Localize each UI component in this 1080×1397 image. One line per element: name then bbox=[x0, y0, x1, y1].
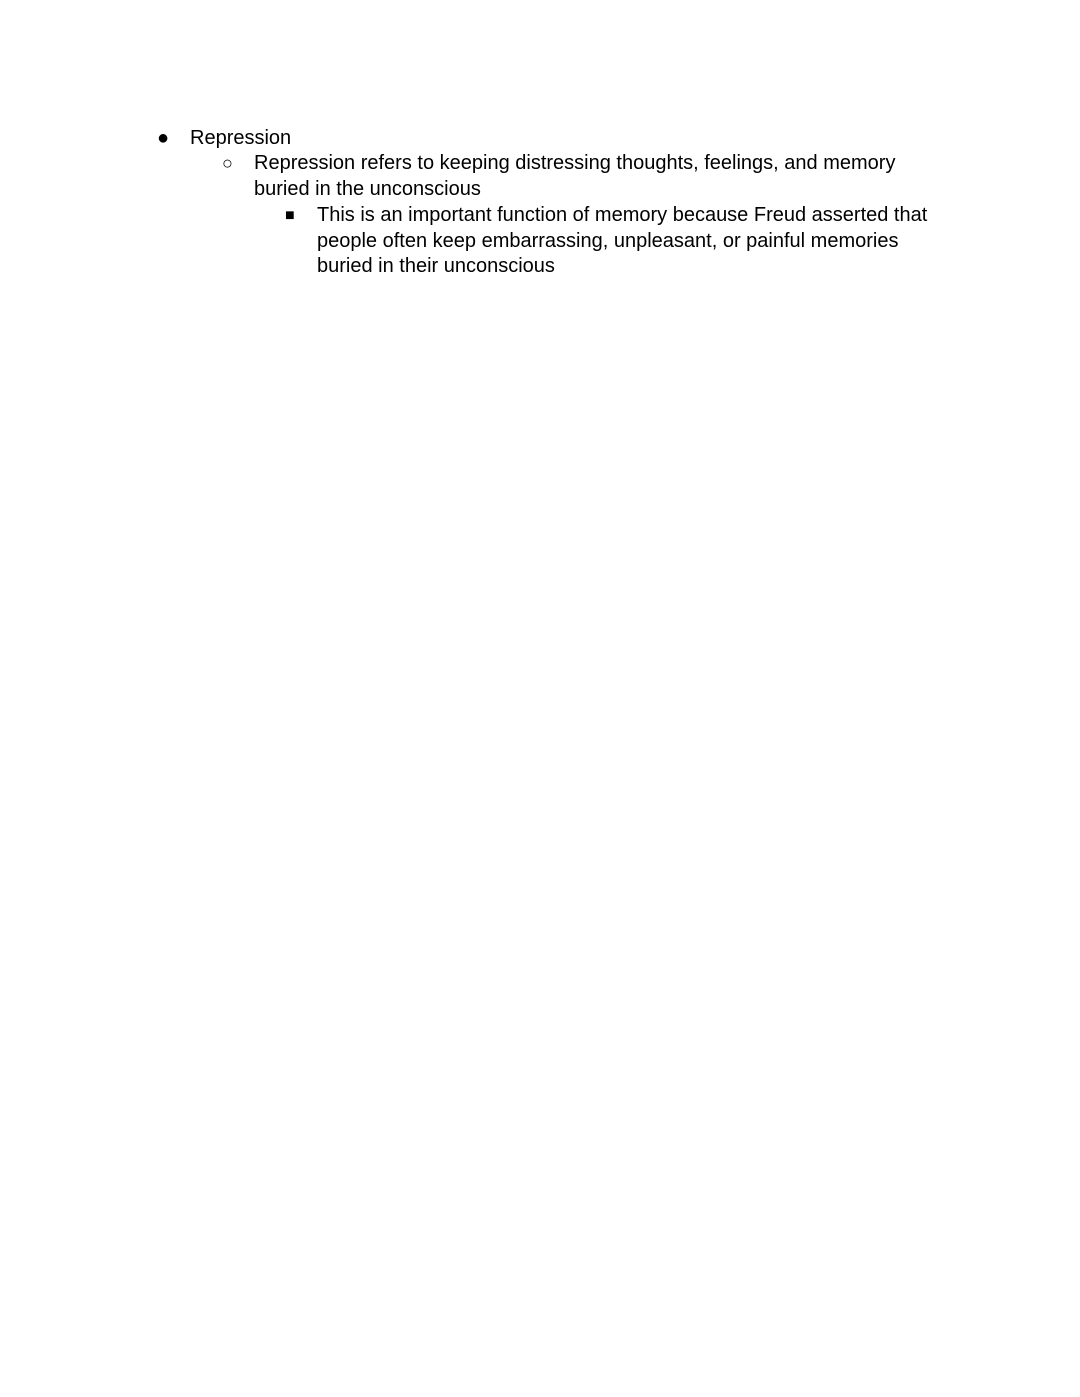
list-item-level-3: This is an important function of memory because Freud asserted that people often keep embarrassing, unpleasant, or painful memories buried in their unconscious bbox=[317, 204, 928, 278]
list-item-level-2: Repression refers to keeping distressing thoughts, feelings, and memory buried in the unconscious bbox=[254, 152, 896, 200]
bullet-square-icon: ■ bbox=[285, 207, 295, 224]
bullet-filled-circle-icon: ● bbox=[157, 127, 170, 149]
bullet-hollow-circle-icon: ○ bbox=[222, 153, 233, 173]
list-item-level-1: Repression bbox=[190, 127, 292, 149]
